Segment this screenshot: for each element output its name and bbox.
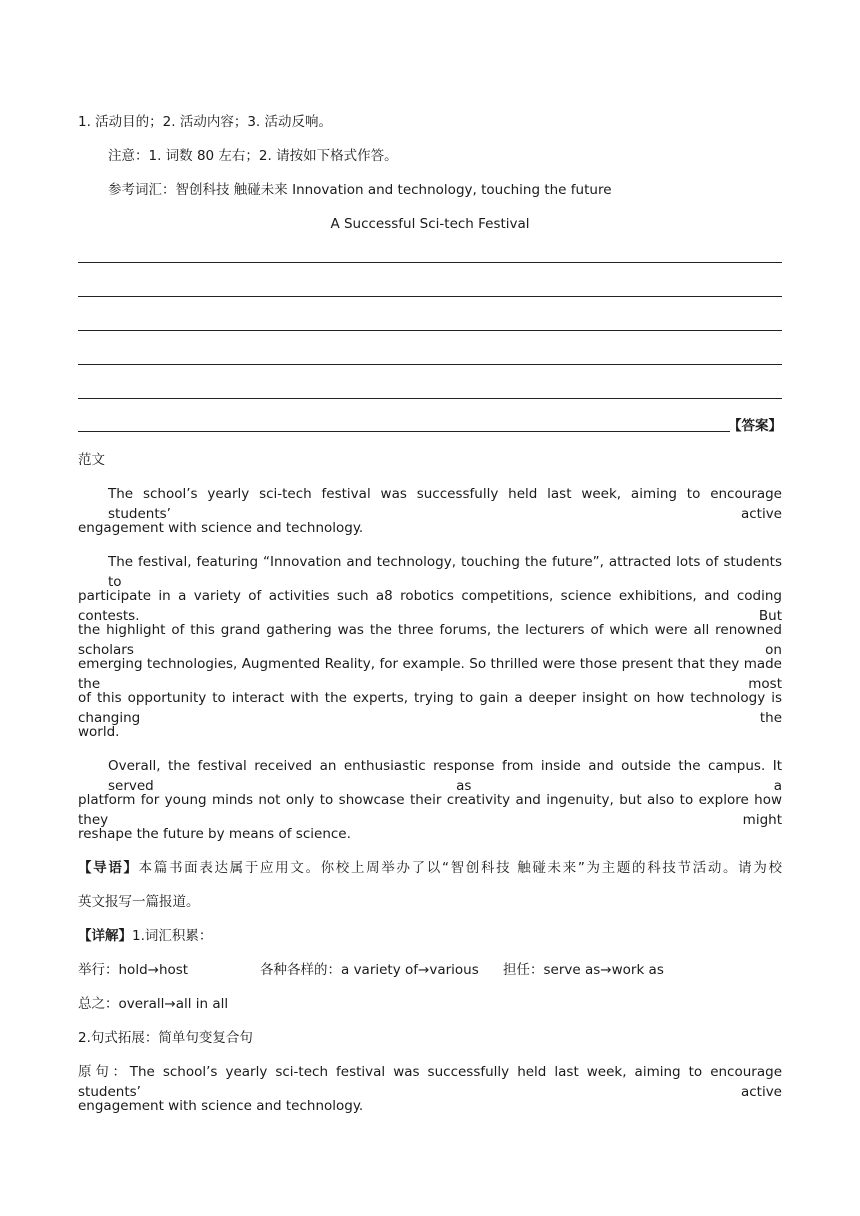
answer-tag: 【答案】 xyxy=(728,418,782,434)
sample-p2-line: the highlight of this grand gathering was the three forums, the lecturers of which were all renowned scholars on xyxy=(78,622,782,658)
sample-p3-line: platform for young minds not only to showcase their creativity and ingenuity, but also to explore how they might xyxy=(78,792,782,828)
original-sentence-line: engagement with science and technology. xyxy=(78,1098,364,1114)
vocab-item: 各种各样的：a variety of→various xyxy=(260,962,479,978)
answer-blank-line xyxy=(78,296,782,297)
guide-text: 本篇书面表达属于应用文。你校上周举办了以“智创科技 触碰未来”为主题的科技节活动。请为校 xyxy=(138,860,783,876)
sample-p2-line: emerging technologies, Augmented Reality, for example. So thrilled were those present that they made the most xyxy=(78,656,782,692)
sample-p3-line: Overall, the festival received an enthusiastic response from inside and outside the campus. It served as a xyxy=(108,758,782,794)
guide-line xyxy=(78,858,782,878)
detail-line xyxy=(78,926,782,946)
vocab-row xyxy=(78,960,782,980)
sample-p2-line: participate in a variety of activities such a8 robotics competitions, science exhibitions, and coding contests. But xyxy=(78,588,782,624)
sample-label: 范文 xyxy=(78,452,105,468)
vocab-item: 担任：serve as→work as xyxy=(503,962,664,978)
detail-tag: 【详解】 xyxy=(78,928,132,944)
sample-p2-line: of this opportunity to interact with the experts, trying to gain a deeper insight on how technology is changing the xyxy=(78,690,782,726)
vocab-item: 举行：hold→host xyxy=(78,962,189,978)
vocab-hint: 参考词汇：智创科技 触碰未来 Innovation and technology, touching the future xyxy=(108,182,612,198)
sample-p3-line: reshape the future by means of science. xyxy=(78,826,351,842)
vocab-row: 总之：overall→all in all xyxy=(78,996,229,1012)
original-text: The school’s yearly sci-tech festival was successfully held last week, aiming to encourage students’ active xyxy=(78,1064,782,1100)
guide-tag: 【导语】 xyxy=(78,860,139,876)
sample-p1-line: engagement with science and technology. xyxy=(78,520,364,536)
answer-blank-line xyxy=(78,262,782,263)
answer-blank-line xyxy=(78,431,730,432)
sample-p2-line: The festival, featuring “Innovation and technology, touching the future”, attracted lots of students to xyxy=(108,554,782,590)
answer-blank-line xyxy=(78,364,782,365)
original-label: 原句： xyxy=(78,1064,130,1080)
sample-p1-line: The school’s yearly sci-tech festival was successfully held last week, aiming to encourage students’ active xyxy=(108,486,782,522)
task-notes: 注意：1. 词数 80 左右；2. 请按如下格式作答。 xyxy=(108,148,398,164)
answer-blank-line xyxy=(78,398,782,399)
task-requirements: 1. 活动目的；2. 活动内容；3. 活动反响。 xyxy=(78,114,333,130)
guide-line: 英文报写一篇报道。 xyxy=(78,894,200,910)
essay-title: A Successful Sci-tech Festival xyxy=(330,216,530,232)
answer-blank-line xyxy=(78,330,782,331)
pattern-heading: 2.句式拓展：简单句变复合句 xyxy=(78,1030,253,1046)
detail-heading: 1.词汇积累： xyxy=(132,928,213,944)
sample-p2-line: world. xyxy=(78,724,120,740)
answer-row xyxy=(78,416,782,436)
